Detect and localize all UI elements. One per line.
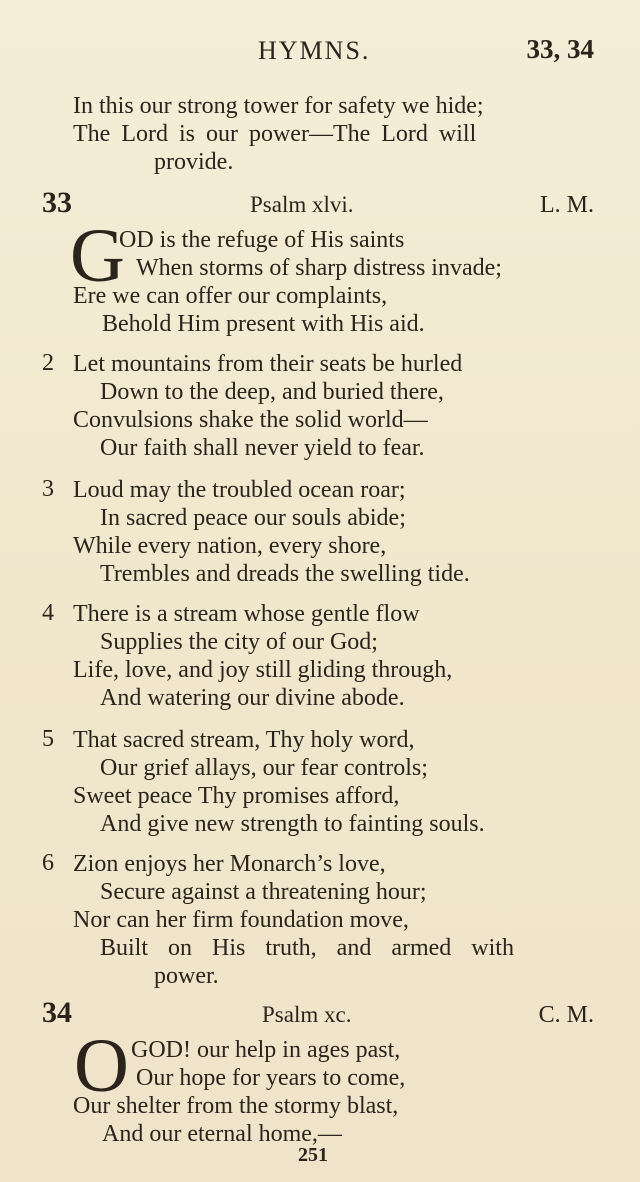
- stanza-line: Down to the deep, and buried there,: [100, 379, 444, 405]
- dropcap-g: G: [70, 214, 125, 298]
- hymn-range: 33, 34: [526, 34, 594, 64]
- page-number: 251: [298, 1144, 328, 1166]
- stanza-number: 6: [42, 850, 54, 876]
- stanza-line: In sacred peace our souls abide;: [100, 505, 406, 531]
- stanza-line: Loud may the troubled ocean roar;: [73, 477, 406, 503]
- carryover-line-1: In this our strong tower for safety we hide;: [73, 93, 484, 119]
- hymn-33-meter: L. M.: [540, 192, 594, 218]
- stanza-line: Trembles and dreads the swelling tide.: [100, 561, 470, 587]
- carryover-line-3: provide.: [154, 149, 234, 175]
- hymn-number-33: 33: [42, 186, 72, 219]
- hymn-34-line-3: Our shelter from the stormy blast,: [73, 1093, 399, 1119]
- stanza-line: Life, love, and joy still gliding through,: [73, 657, 453, 683]
- stanza-line: While every nation, every shore,: [73, 533, 387, 559]
- stanza-line: Let mountains from their seats be hurled: [73, 351, 463, 377]
- stanza-line: Sweet peace Thy promises afford,: [73, 783, 400, 809]
- stanza-line: Our grief allays, our fear controls;: [100, 755, 428, 781]
- hymn-number-34: 34: [42, 996, 72, 1029]
- hymn-34-line-2: Our hope for years to come,: [136, 1065, 406, 1091]
- stanza-1-line-3: Ere we can offer our complaints,: [73, 283, 388, 309]
- hymn-33-psalm: Psalm xlvi.: [250, 192, 354, 217]
- stanza-number: 2: [42, 350, 54, 376]
- stanza-line: That sacred stream, Thy holy word,: [73, 727, 415, 753]
- stanza-line: And give new strength to fainting souls.: [100, 811, 485, 837]
- running-title: HYMNS.: [258, 36, 371, 65]
- stanza-number: 3: [42, 476, 54, 502]
- carryover-line-2: The Lord is our power—The Lord will: [73, 121, 477, 147]
- stanza-line: Zion enjoys her Monarch’s love,: [73, 851, 386, 877]
- hymn-34-psalm: Psalm xc.: [262, 1002, 352, 1027]
- dropcap-o: O: [74, 1024, 129, 1108]
- stanza-line: Our faith shall never yield to fear.: [100, 435, 425, 461]
- stanza-line: There is a stream whose gentle flow: [73, 601, 420, 627]
- stanza-1-line-1: OD is the refuge of His saints: [119, 227, 405, 253]
- stanza-line: power.: [154, 963, 219, 989]
- hymn-34-line-4: And our eternal home,—: [102, 1121, 342, 1147]
- stanza-1-line-2: When storms of sharp distress invade;: [136, 255, 502, 281]
- stanza-line: Convulsions shake the solid world—: [73, 407, 428, 433]
- stanza-line: Built on His truth, and armed with: [100, 935, 514, 961]
- hymn-34-meter: C. M.: [538, 1002, 594, 1028]
- hymn-34-line-1: GOD! our help in ages past,: [131, 1037, 401, 1063]
- stanza-number: 5: [42, 726, 54, 752]
- stanza-line: Nor can her firm foundation move,: [73, 907, 409, 933]
- stanza-number: 4: [42, 600, 54, 626]
- stanza-line: And watering our divine abode.: [100, 685, 405, 711]
- stanza-line: Supplies the city of our God;: [100, 629, 378, 655]
- stanza-1-line-4: Behold Him present with His aid.: [102, 311, 425, 337]
- stanza-line: Secure against a threatening hour;: [100, 879, 427, 905]
